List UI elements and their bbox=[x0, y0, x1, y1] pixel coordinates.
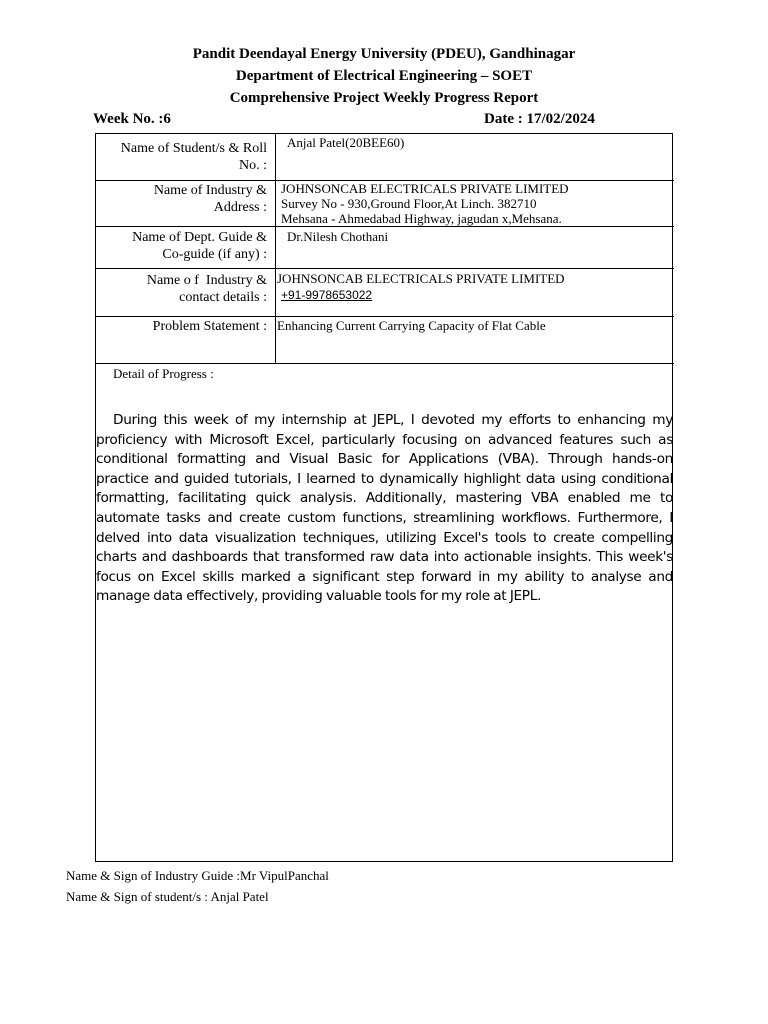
industry-address-value bbox=[281, 181, 569, 226]
industry-address-line1: Survey No - 930,Ground Floor,At Linch. 382710 bbox=[281, 196, 537, 211]
problem-label: Problem Statement : bbox=[152, 319, 267, 334]
industry-address-label: Name of Industry & Address : bbox=[153, 183, 267, 215]
row-divider bbox=[95, 316, 674, 317]
progress-paragraph: During this week of my internship at JEPL, I devoted my efforts to enhancing my proficiency with Microsoft Excel, particularly focusing on advanced features such as conditional formatting and Visual Basic for Applications (VBA). Through hands-on practice and guided tutorials, I learned to dynamically highlight data using conditional formatting, facilitating quick analysis. Additionally, mastering VBA enabled me to automate tasks and create custom functions, streamlining workflows. Furthermore, I delved into data visualization techniques, utilizing Excel's tools to create compelling charts and dashboards that transformed raw data into actionable insights. This week's focus on Excel skills marked a significant step forward in my ability to analyse and manage data effectively, providing valuable tools for my role at JEPL. bbox=[96, 412, 673, 605]
student-signature: Name & Sign of student/s : Anjal Patel bbox=[66, 889, 269, 904]
report-title: Comprehensive Project Weekly Progress Report bbox=[229, 90, 539, 106]
problem-value: Enhancing Current Carrying Capacity of Flat Cable bbox=[277, 318, 546, 333]
industry-name: JOHNSONCAB ELECTRICALS PRIVATE LIMITED bbox=[281, 181, 569, 196]
guide-label: Name of Dept. Guide & Co-guide (if any) : bbox=[132, 230, 267, 262]
industry-address-line2: Mehsana - Ahmedabad Highway, jagudan x,Mehsana. bbox=[281, 211, 562, 226]
student-value: Anjal Patel(20BEE60) bbox=[287, 135, 405, 150]
progress-label: Detail of Progress : bbox=[113, 366, 214, 381]
row-divider bbox=[95, 268, 674, 269]
report-date: Date : 17/02/2024 bbox=[484, 111, 595, 127]
contact-value bbox=[277, 271, 565, 303]
department-name: Department of Electrical Engineering – SOET bbox=[235, 68, 533, 84]
industry-guide-signature: Name & Sign of Industry Guide :Mr VipulPanchal bbox=[66, 868, 329, 883]
student-label: Name of Student/s & Roll No. : bbox=[120, 141, 267, 173]
column-divider bbox=[275, 133, 276, 363]
contact-phone-link[interactable]: +91-9978653022 bbox=[281, 288, 373, 302]
university-name: Pandit Deendayal Energy University (PDEU), Gandhinagar bbox=[192, 46, 576, 62]
contact-company-name: JOHNSONCAB ELECTRICALS PRIVATE LIMITED bbox=[277, 271, 565, 286]
row-divider bbox=[95, 363, 674, 364]
contact-label: Name o f Industry & contact details : bbox=[146, 273, 267, 305]
guide-value: Dr.Nilesh Chothani bbox=[287, 229, 389, 244]
week-number: Week No. :6 bbox=[93, 111, 171, 127]
row-divider bbox=[95, 226, 674, 227]
